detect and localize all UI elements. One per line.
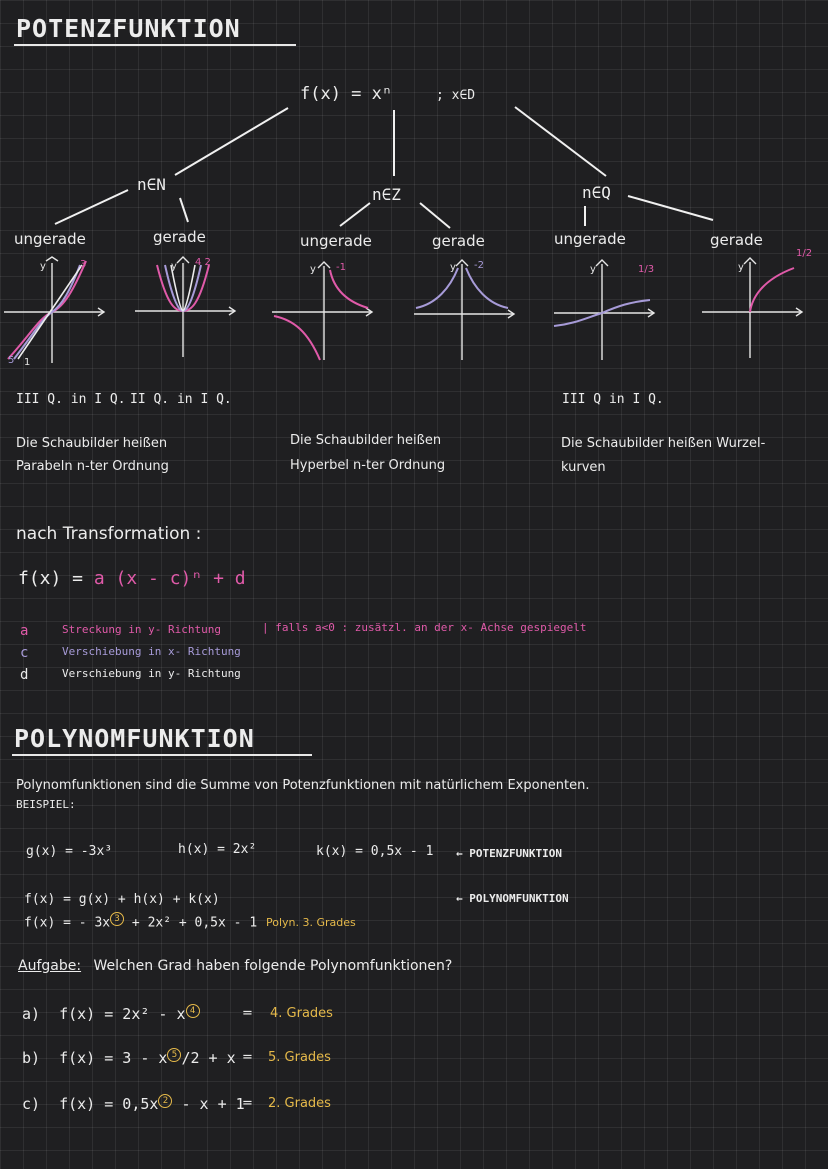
- polynom-example-label: BEISPIEL:: [16, 798, 76, 811]
- task-c-expr-post: - x + 1: [172, 1095, 245, 1113]
- graph-z-odd: [268, 260, 378, 365]
- svg-text:y: y: [590, 264, 596, 275]
- task-text: Welchen Grad haben folgende Polynomfunktionen?: [93, 958, 453, 974]
- task-c-expr: f(x) = 0,5x: [59, 1095, 159, 1113]
- desc-q-line1: Die Schaubilder heißen Wurzel-: [561, 436, 766, 451]
- task-b-id: b): [22, 1049, 41, 1067]
- transform-text-d: Verschiebung in y- Richtung: [62, 667, 241, 680]
- axis-y-label-1: y: [40, 261, 46, 272]
- task-c-id: c): [22, 1095, 41, 1113]
- arrow-potenz: ← POTENZFUNKTION: [456, 847, 562, 860]
- quadrants-n-odd: III Q. in I Q.: [16, 392, 126, 407]
- set-n: n∈N: [137, 175, 166, 194]
- graph5-frac-label: 1/3: [638, 264, 655, 275]
- graph-n-even: [133, 255, 243, 360]
- desc-n-line1: Die Schaubilder heißen: [16, 436, 168, 451]
- example-k: k(x) = 0,5x - 1: [316, 844, 434, 859]
- graph-q-even: [700, 248, 813, 359]
- task-a-expr: f(x) = 2x² - x: [59, 1005, 186, 1023]
- graph-q-odd: [550, 258, 660, 363]
- graph2-top-label: 4 2: [195, 257, 211, 268]
- task-b-expr: f(x) = 3 - x: [59, 1049, 168, 1067]
- tree-lines: [0, 0, 828, 260]
- quadrants-n-even: II Q. in I Q.: [130, 392, 232, 407]
- transform-letter-a: a: [20, 623, 29, 639]
- graph4-top-label: -2: [474, 260, 484, 271]
- transform-text-a: Streckung in y- Richtung: [62, 623, 221, 636]
- task-b-circled: 5: [167, 1048, 181, 1062]
- task-a-circled: 4: [186, 1004, 200, 1018]
- set-z: n∈Z: [372, 185, 401, 204]
- line-f2-prefix: f(x) = - 3x: [24, 915, 111, 931]
- transformation-heading: nach Transformation :: [16, 524, 202, 544]
- task-label: Aufgabe:: [18, 958, 82, 974]
- task-c-eq: =: [242, 1096, 253, 1111]
- task-a-id: a): [22, 1005, 41, 1023]
- line-f1: f(x) = g(x) + h(x) + k(x): [24, 892, 220, 907]
- polynom-title: POLYNOMFUNKTION: [14, 724, 255, 753]
- svg-text:y: y: [171, 261, 177, 272]
- potenz-title: POTENZFUNKTION: [16, 14, 241, 43]
- desc-z-line2: Hyperbel n-ter Ordnung: [290, 458, 446, 473]
- task-heading: [18, 958, 452, 974]
- transform-note: | falls a<0 : zusätzl. an der x- Achse gespiegelt: [262, 621, 587, 634]
- graph1-top-label: 3: [80, 259, 87, 270]
- transform-letter-c: c: [20, 645, 29, 661]
- example-g: g(x) = -3x³: [26, 844, 113, 859]
- label-n-even: gerade: [153, 228, 206, 246]
- svg-text:y: y: [450, 262, 456, 273]
- task-b-expr-post: /2 + x: [181, 1049, 236, 1067]
- line-f2-note: Polyn. 3. Grades: [266, 916, 356, 929]
- task-a-eq: =: [242, 1006, 253, 1021]
- desc-q-line2: kurven: [561, 460, 606, 475]
- label-z-even: gerade: [432, 232, 485, 250]
- graph6-frac-label: 1/2: [796, 248, 813, 259]
- svg-text:y: y: [310, 264, 316, 275]
- graph-z-even: [410, 258, 520, 363]
- label-q-odd: ungerade: [554, 230, 626, 248]
- task-row-b: [22, 1048, 236, 1067]
- transform-letter-d: d: [20, 667, 29, 683]
- task-c-answer: 2. Grades: [268, 1096, 331, 1111]
- label-n-odd: ungerade: [14, 230, 86, 248]
- transform-item-c: [20, 642, 241, 661]
- potenz-domain: ; x∈D: [436, 88, 476, 103]
- graph1-bl-label: 5: [8, 355, 15, 366]
- line-f2-suffix: + 2x² + 0,5x - 1: [124, 915, 258, 931]
- task-c-circled: 2: [158, 1094, 172, 1108]
- desc-n-line2: Parabeln n-ter Ordnung: [16, 459, 169, 474]
- transform-text-c: Verschiebung in x- Richtung: [62, 645, 241, 658]
- transformation-formula: [18, 568, 246, 589]
- task-a-answer: 4. Grades: [270, 1006, 333, 1021]
- line-f2-circled: 3: [110, 912, 124, 926]
- line-f2: [24, 912, 257, 930]
- label-q-even: gerade: [710, 231, 763, 249]
- set-q: n∈Q: [582, 183, 611, 202]
- transform-item-d: [20, 664, 241, 683]
- potenz-formula: f(x) = xⁿ: [300, 84, 393, 104]
- desc-z-line1: Die Schaubilder heißen: [290, 433, 442, 448]
- svg-text:y: y: [738, 262, 744, 273]
- graph-n-odd: [0, 255, 110, 368]
- transformation-formula-body: a (x - c)ⁿ + d: [93, 568, 246, 589]
- quadrants-q: III Q in I Q.: [562, 392, 664, 407]
- task-b-answer: 5. Grades: [268, 1050, 331, 1065]
- graph1-bm-label: 1: [24, 357, 31, 368]
- example-h: h(x) = 2x²: [178, 842, 257, 857]
- task-row-a: [22, 1004, 200, 1023]
- task-b-eq: =: [242, 1050, 253, 1065]
- polynom-title-underline: [12, 754, 312, 756]
- graph3-top-label: -1: [336, 262, 346, 273]
- label-z-odd: ungerade: [300, 232, 372, 250]
- transform-item-a: [20, 620, 221, 639]
- arrow-polynom: ← POLYNOMFUNKTION: [456, 892, 569, 905]
- transformation-formula-prefix: f(x) =: [18, 568, 94, 589]
- task-row-c: [22, 1094, 245, 1113]
- polynom-definition: Polynomfunktionen sind die Summe von Potenzfunktionen mit natürlichem Exponenten.: [16, 778, 590, 793]
